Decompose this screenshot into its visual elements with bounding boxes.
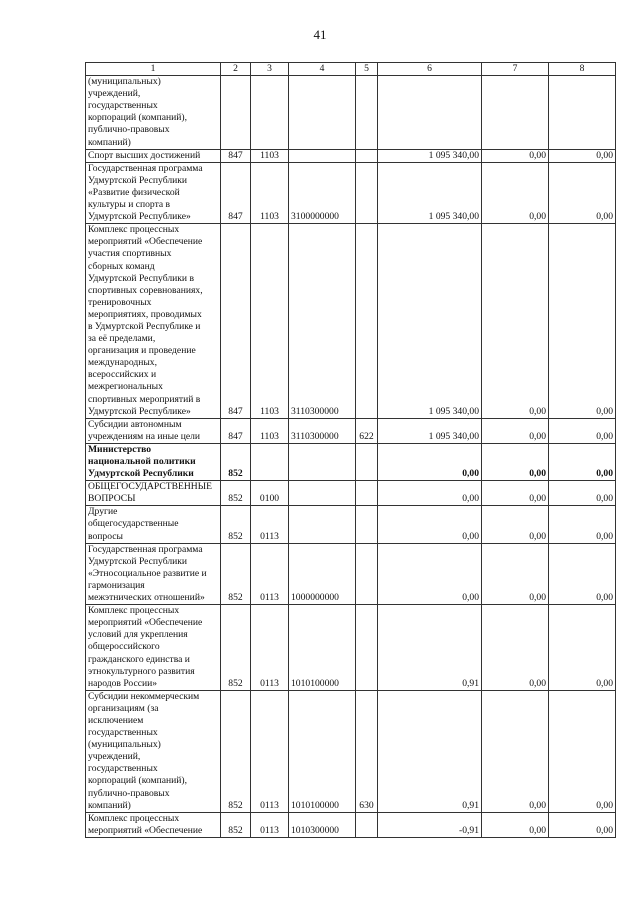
cell-name: Комплекс процессных мероприятий «Обеспечение [86, 812, 221, 837]
cell-admin-code: 847 [221, 149, 251, 162]
cell-amount-2: 0,00 [482, 224, 549, 419]
cell-expense-type [356, 443, 378, 480]
cell-section-code: 0113 [251, 812, 289, 837]
cell-amount-2: 0,00 [482, 162, 549, 223]
table-body [86, 63, 616, 838]
cell-section-code [251, 76, 289, 150]
table-row [86, 162, 616, 223]
cell-amount-3: 0,00 [549, 543, 616, 604]
cell-admin-code: 852 [221, 605, 251, 691]
cell-section-code: 1103 [251, 162, 289, 223]
cell-target-code [289, 506, 356, 543]
cell-admin-code: 847 [221, 162, 251, 223]
cell-amount-1 [378, 76, 482, 150]
cell-name: Комплекс процессных мероприятий «Обеспечение условий для укрепления общероссийского гражданского единства и этнокультурного развития народов России» [86, 605, 221, 691]
cell-name: Другие общегосударственные вопросы [86, 506, 221, 543]
header-col-6: 6 [378, 63, 482, 76]
cell-amount-2: 0,00 [482, 812, 549, 837]
cell-expense-type [356, 149, 378, 162]
cell-amount-2: 0,00 [482, 506, 549, 543]
cell-admin-code [221, 76, 251, 150]
cell-amount-2: 0,00 [482, 443, 549, 480]
cell-amount-2: 0,00 [482, 605, 549, 691]
cell-target-code [289, 76, 356, 150]
cell-admin-code: 847 [221, 418, 251, 443]
cell-target-code: 1010100000 [289, 605, 356, 691]
cell-section-code: 0113 [251, 543, 289, 604]
cell-name: (муниципальных) учреждений, государственных корпораций (компаний), публично-правовых компаний) [86, 76, 221, 150]
cell-amount-3: 0,00 [549, 162, 616, 223]
cell-name: Субсидии автономным учреждениям на иные цели [86, 418, 221, 443]
cell-section-code: 0113 [251, 605, 289, 691]
cell-amount-2: 0,00 [482, 481, 549, 506]
cell-amount-3: 0,00 [549, 443, 616, 480]
cell-expense-type [356, 162, 378, 223]
header-col-4: 4 [289, 63, 356, 76]
cell-section-code: 1103 [251, 224, 289, 419]
cell-amount-1: -0,91 [378, 812, 482, 837]
cell-target-code [289, 443, 356, 480]
cell-amount-1: 1 095 340,00 [378, 162, 482, 223]
cell-section-code: 1103 [251, 149, 289, 162]
cell-amount-1: 0,00 [378, 506, 482, 543]
cell-amount-3: 0,00 [549, 605, 616, 691]
cell-section-code: 0113 [251, 506, 289, 543]
header-col-2: 2 [221, 63, 251, 76]
cell-target-code [289, 481, 356, 506]
cell-amount-2: 0,00 [482, 418, 549, 443]
cell-admin-code: 852 [221, 506, 251, 543]
table-row [86, 506, 616, 543]
header-col-8: 8 [549, 63, 616, 76]
cell-section-code: 1103 [251, 418, 289, 443]
cell-amount-1: 1 095 340,00 [378, 224, 482, 419]
cell-amount-1: 0,91 [378, 690, 482, 812]
cell-expense-type [356, 605, 378, 691]
cell-target-code: 1000000000 [289, 543, 356, 604]
cell-amount-1: 1 095 340,00 [378, 149, 482, 162]
header-row [86, 63, 616, 76]
cell-amount-2 [482, 76, 549, 150]
table-row [86, 481, 616, 506]
table-row [86, 418, 616, 443]
cell-name: Спорт высших достижений [86, 149, 221, 162]
cell-expense-type [356, 506, 378, 543]
cell-amount-2: 0,00 [482, 149, 549, 162]
cell-amount-3: 0,00 [549, 690, 616, 812]
cell-expense-type [356, 812, 378, 837]
cell-amount-1: 0,00 [378, 443, 482, 480]
table-row [86, 605, 616, 691]
cell-admin-code: 852 [221, 812, 251, 837]
cell-expense-type [356, 224, 378, 419]
cell-expense-type: 630 [356, 690, 378, 812]
cell-target-code: 3110300000 [289, 418, 356, 443]
cell-name: ОБЩЕГОСУДАРСТВЕННЫЕ ВОПРОСЫ [86, 481, 221, 506]
table-row [86, 543, 616, 604]
cell-amount-1: 0,00 [378, 481, 482, 506]
cell-expense-type [356, 543, 378, 604]
cell-target-code: 3110300000 [289, 224, 356, 419]
cell-target-code [289, 149, 356, 162]
cell-amount-1: 1 095 340,00 [378, 418, 482, 443]
cell-admin-code: 852 [221, 690, 251, 812]
cell-name: Комплекс процессных мероприятий «Обеспечение участия спортивных сборных команд Удмуртской Республики в спортивных соревнованиях, тренировочных мероприятиях, проводимых в Удмуртской Республике и за её пределами, организация и проведение международных, всероссийских и межрегиональных спортивных мероприятий в Удмуртской Республике» [86, 224, 221, 419]
budget-table [85, 62, 616, 838]
header-col-3: 3 [251, 63, 289, 76]
cell-section-code: 0100 [251, 481, 289, 506]
cell-amount-3: 0,00 [549, 224, 616, 419]
table-row [86, 224, 616, 419]
table-row [86, 812, 616, 837]
cell-amount-3: 0,00 [549, 418, 616, 443]
cell-name: Министерство национальной политики Удмуртской Республики [86, 443, 221, 480]
cell-admin-code: 852 [221, 543, 251, 604]
cell-expense-type [356, 76, 378, 150]
page-number: 41 [313, 27, 327, 42]
cell-expense-type [356, 481, 378, 506]
cell-amount-3: 0,00 [549, 812, 616, 837]
cell-name: Государственная программа Удмуртской Республики «Развитие физической культуры и спорта в Удмуртской Республике» [86, 162, 221, 223]
cell-amount-2: 0,00 [482, 690, 549, 812]
cell-name: Субсидии некоммерческим организациям (за исключением государственных (муниципальных) учреждений, государственных корпораций (компаний), публично-правовых компаний) [86, 690, 221, 812]
table-row [86, 149, 616, 162]
cell-section-code: 0113 [251, 690, 289, 812]
cell-target-code: 1010300000 [289, 812, 356, 837]
cell-amount-1: 0,91 [378, 605, 482, 691]
cell-name: Государственная программа Удмуртской Республики «Этносоциальное развитие и гармонизация межэтнических отношений» [86, 543, 221, 604]
cell-target-code: 3100000000 [289, 162, 356, 223]
header-col-5: 5 [356, 63, 378, 76]
table-row [86, 690, 616, 812]
cell-amount-3: 0,00 [549, 149, 616, 162]
cell-section-code [251, 443, 289, 480]
header-col-7: 7 [482, 63, 549, 76]
header-col-1: 1 [86, 63, 221, 76]
cell-admin-code: 852 [221, 481, 251, 506]
cell-amount-1: 0,00 [378, 543, 482, 604]
table-row [86, 443, 616, 480]
cell-admin-code: 847 [221, 224, 251, 419]
cell-target-code: 1010100000 [289, 690, 356, 812]
cell-admin-code: 852 [221, 443, 251, 480]
cell-amount-3: 0,00 [549, 481, 616, 506]
cell-expense-type: 622 [356, 418, 378, 443]
table-row [86, 76, 616, 150]
cell-amount-2: 0,00 [482, 543, 549, 604]
cell-amount-3 [549, 76, 616, 150]
cell-amount-3: 0,00 [549, 506, 616, 543]
